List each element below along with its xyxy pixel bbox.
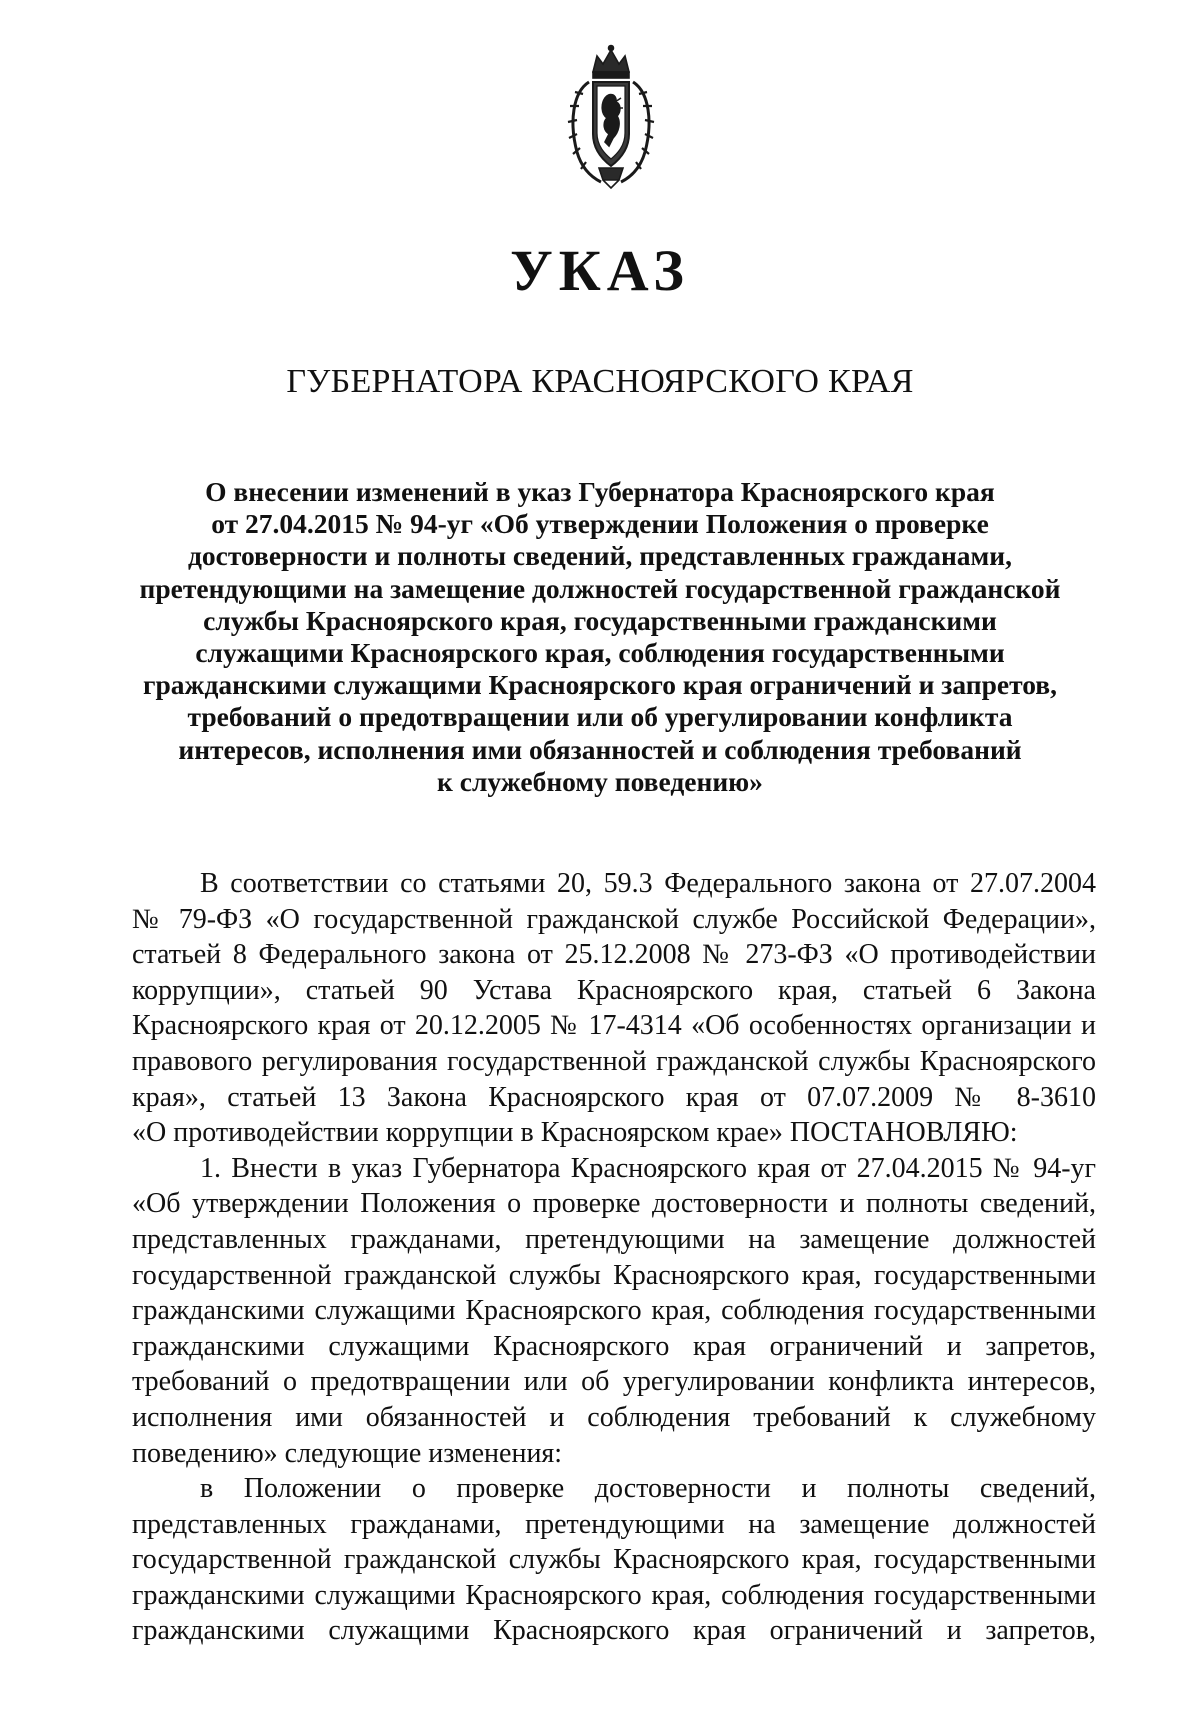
item-1-paragraph <box>132 1151 1096 1471</box>
body-line: № 79-ФЗ «О государственной гражданской службе Российской Федерации», <box>132 903 1096 935</box>
body-line: поведению» следующие изменения: <box>132 1437 563 1469</box>
heading-line: претендующими на замещение должностей государственной гражданской <box>139 572 1061 604</box>
heading-line: достоверности и полноты сведений, представленных гражданами, <box>187 540 1012 572</box>
heading-line: требований о предотвращении или об урегулировании конфликта <box>187 701 1013 733</box>
body-line: в Положении о проверке достоверности и полноты сведений, <box>200 1473 1096 1505</box>
body-line: исполнения ими обязанностей и соблюдения требований к служебному <box>132 1401 1096 1433</box>
document-body <box>132 866 1096 1649</box>
body-line: гражданскими служащими Красноярского края, соблюдения государственными <box>132 1295 1096 1327</box>
body-line: «Об утверждении Положения о проверке достоверности и полноты сведений, <box>132 1188 1096 1220</box>
body-line: коррупции», статьей 90 Устава Красноярского края, статьей 6 Закона <box>132 974 1096 1006</box>
body-line: представленных гражданами, претендующими на замещение должностей <box>132 1508 1096 1540</box>
body-line: статьей 8 Федерального закона от 25.12.2008 № 273-ФЗ «О противодействии <box>132 939 1096 971</box>
body-line: гражданскими служащими Красноярского края ограничений и запретов, <box>132 1330 1096 1362</box>
heading-line: от 27.04.2015 № 94-уг «Об утверждении Положения о проверке <box>211 508 989 540</box>
heading-line: гражданскими служащими Красноярского края ограничений и запретов, <box>142 669 1058 701</box>
heading-line: к служебному поведению» <box>437 765 763 797</box>
heading-line: интересов, исполнения ими обязанностей и соблюдения требований <box>178 733 1022 765</box>
body-line: Красноярского края от 20.12.2005 № 17-4314 «Об особенностях организации и <box>132 1010 1096 1042</box>
preamble-paragraph <box>132 866 1096 1151</box>
body-line: «О противодействии коррупции в Красноярском крае» ПОСТАНОВЛЯЮ: <box>132 1117 1018 1149</box>
body-line: В соответствии со статьями 20, 59.3 Федерального закона от 27.07.2004 <box>200 868 1096 899</box>
document-heading <box>120 476 1080 798</box>
body-line: гражданскими служащими Красноярского края ограничений и запретов, <box>132 1615 1096 1647</box>
body-line: правового регулирования государственной гражданской службы Красноярского <box>132 1045 1096 1077</box>
amendment-paragraph <box>132 1471 1096 1649</box>
body-line: государственной гражданской службы Красноярского края, государственными <box>132 1259 1096 1291</box>
body-line: 1. Внести в указ Губернатора Красноярского края от 27.04.2015 № 94-уг <box>200 1152 1096 1184</box>
body-line: края», статьей 13 Закона Красноярского края от 07.07.2009 № 8-3610 <box>132 1081 1096 1113</box>
document-title: УКАЗ <box>510 238 690 303</box>
body-line: государственной гражданской службы Красноярского края, государственными <box>132 1544 1096 1576</box>
heading-line: О внесении изменений в указ Губернатора Красноярского края <box>205 476 995 507</box>
body-line: требований о предотвращении или об урегулировании конфликта интересов, <box>132 1366 1096 1398</box>
coat-of-arms-icon <box>563 42 659 190</box>
document-issuer: ГУБЕРНАТОРА КРАСНОЯРСКОГО КРАЯ <box>286 363 914 400</box>
body-line: представленных гражданами, претендующими на замещение должностей <box>132 1223 1096 1255</box>
heading-line: службы Красноярского края, государственными гражданскими <box>203 604 997 636</box>
body-line: гражданскими служащими Красноярского края, соблюдения государственными <box>132 1579 1096 1611</box>
heading-line: служащими Красноярского края, соблюдения государственными <box>195 637 1005 669</box>
